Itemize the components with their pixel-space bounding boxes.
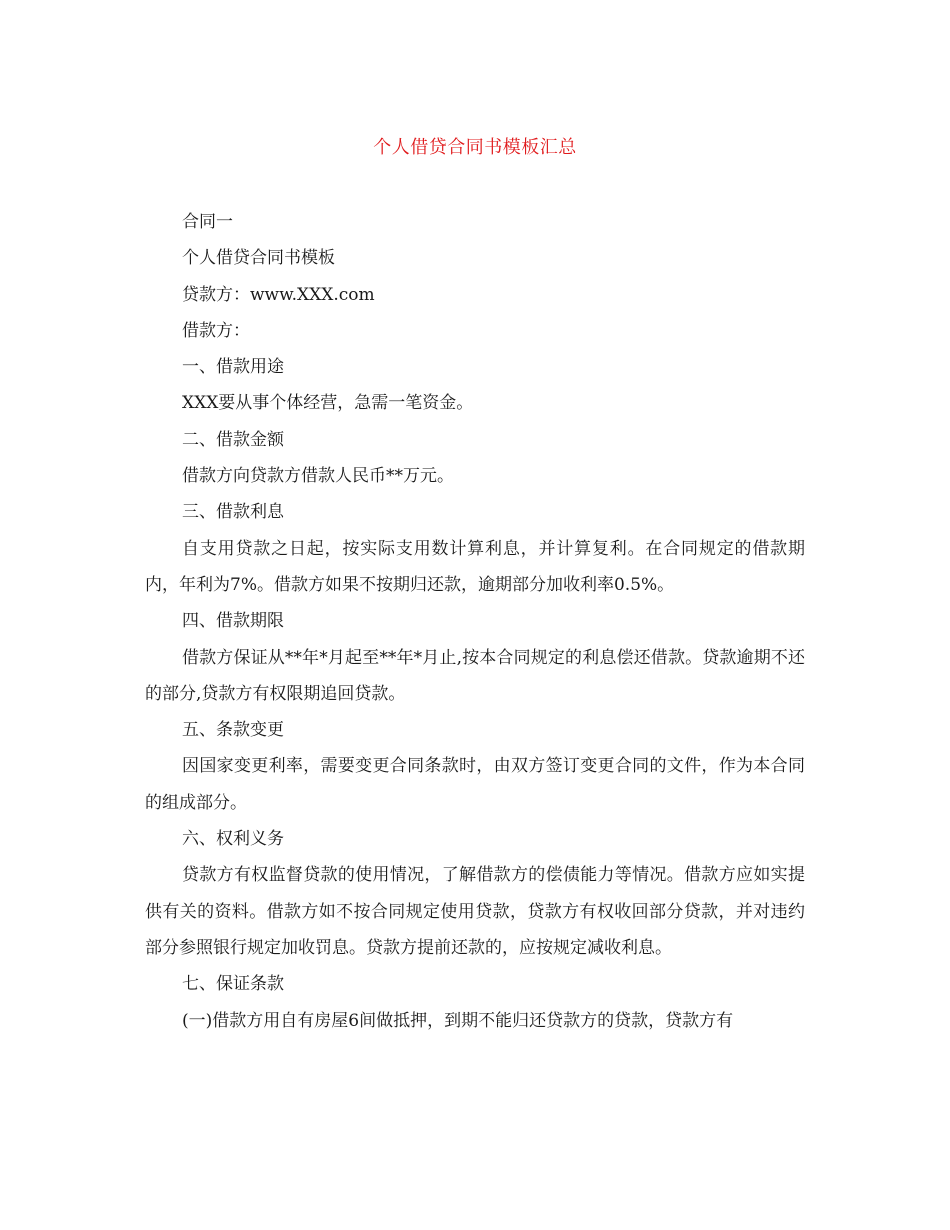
paragraph-rights: 贷款方有权监督贷款的使用情况，了解借款方的偿债能力等情况。借款方应如实提供有关的资料。借款方如不按合同规定使用贷款，贷款方有权收回部分贷款，并对违约部分参照银行规定加收罚息。贷款方提前还款的，应按规定减收利息。 <box>145 865 805 958</box>
section-heading-rights: 六、权利义务 <box>182 829 284 850</box>
section-heading-interest: 三、借款利息 <box>182 502 284 523</box>
section-heading-guarantee: 七、保证条款 <box>182 974 284 995</box>
paragraph-interest: 自支用贷款之日起，按实际支用数计算利息，并计算复利。在合同规定的借款期内，年利为7%。借款方如果不按期归还款，逾期部分加收利率0.5%。 <box>145 538 805 595</box>
section-heading-changes: 五、条款变更 <box>182 720 284 741</box>
paragraph-term: 借款方保证从**年*月起至**年*月止,按本合同规定的利息偿还借款。贷款逾期不还的部分,贷款方有权限期追回贷款。 <box>145 647 805 704</box>
paragraph-changes: 因国家变更利率，需要变更合同条款时，由双方签订变更合同的文件，作为本合同的组成部分。 <box>145 756 805 813</box>
section-heading-amount: 二、借款金额 <box>182 429 284 450</box>
paragraph-borrower: 借款方： <box>182 320 250 341</box>
paragraph-amount: 借款方向贷款方借款人民币**万元。 <box>182 466 454 487</box>
paragraph-purpose: XXX要从事个体经营，急需一笔资金。 <box>182 393 474 414</box>
paragraph-guarantee: (一)借款方用自有房屋6间做抵押，到期不能归还贷款方的贷款，贷款方有 <box>182 1010 734 1031</box>
section-heading-term: 四、借款期限 <box>182 611 284 632</box>
paragraph-lender: 贷款方：www.XXX.com <box>182 284 375 305</box>
paragraph-contract-name: 个人借贷合同书模板 <box>182 248 335 269</box>
paragraph-contract-number: 合同一 <box>182 212 233 232</box>
document-body <box>145 204 805 1039</box>
section-heading-purpose: 一、借款用途 <box>182 357 284 378</box>
document-title: 个人借贷合同书模板汇总 <box>373 137 577 158</box>
